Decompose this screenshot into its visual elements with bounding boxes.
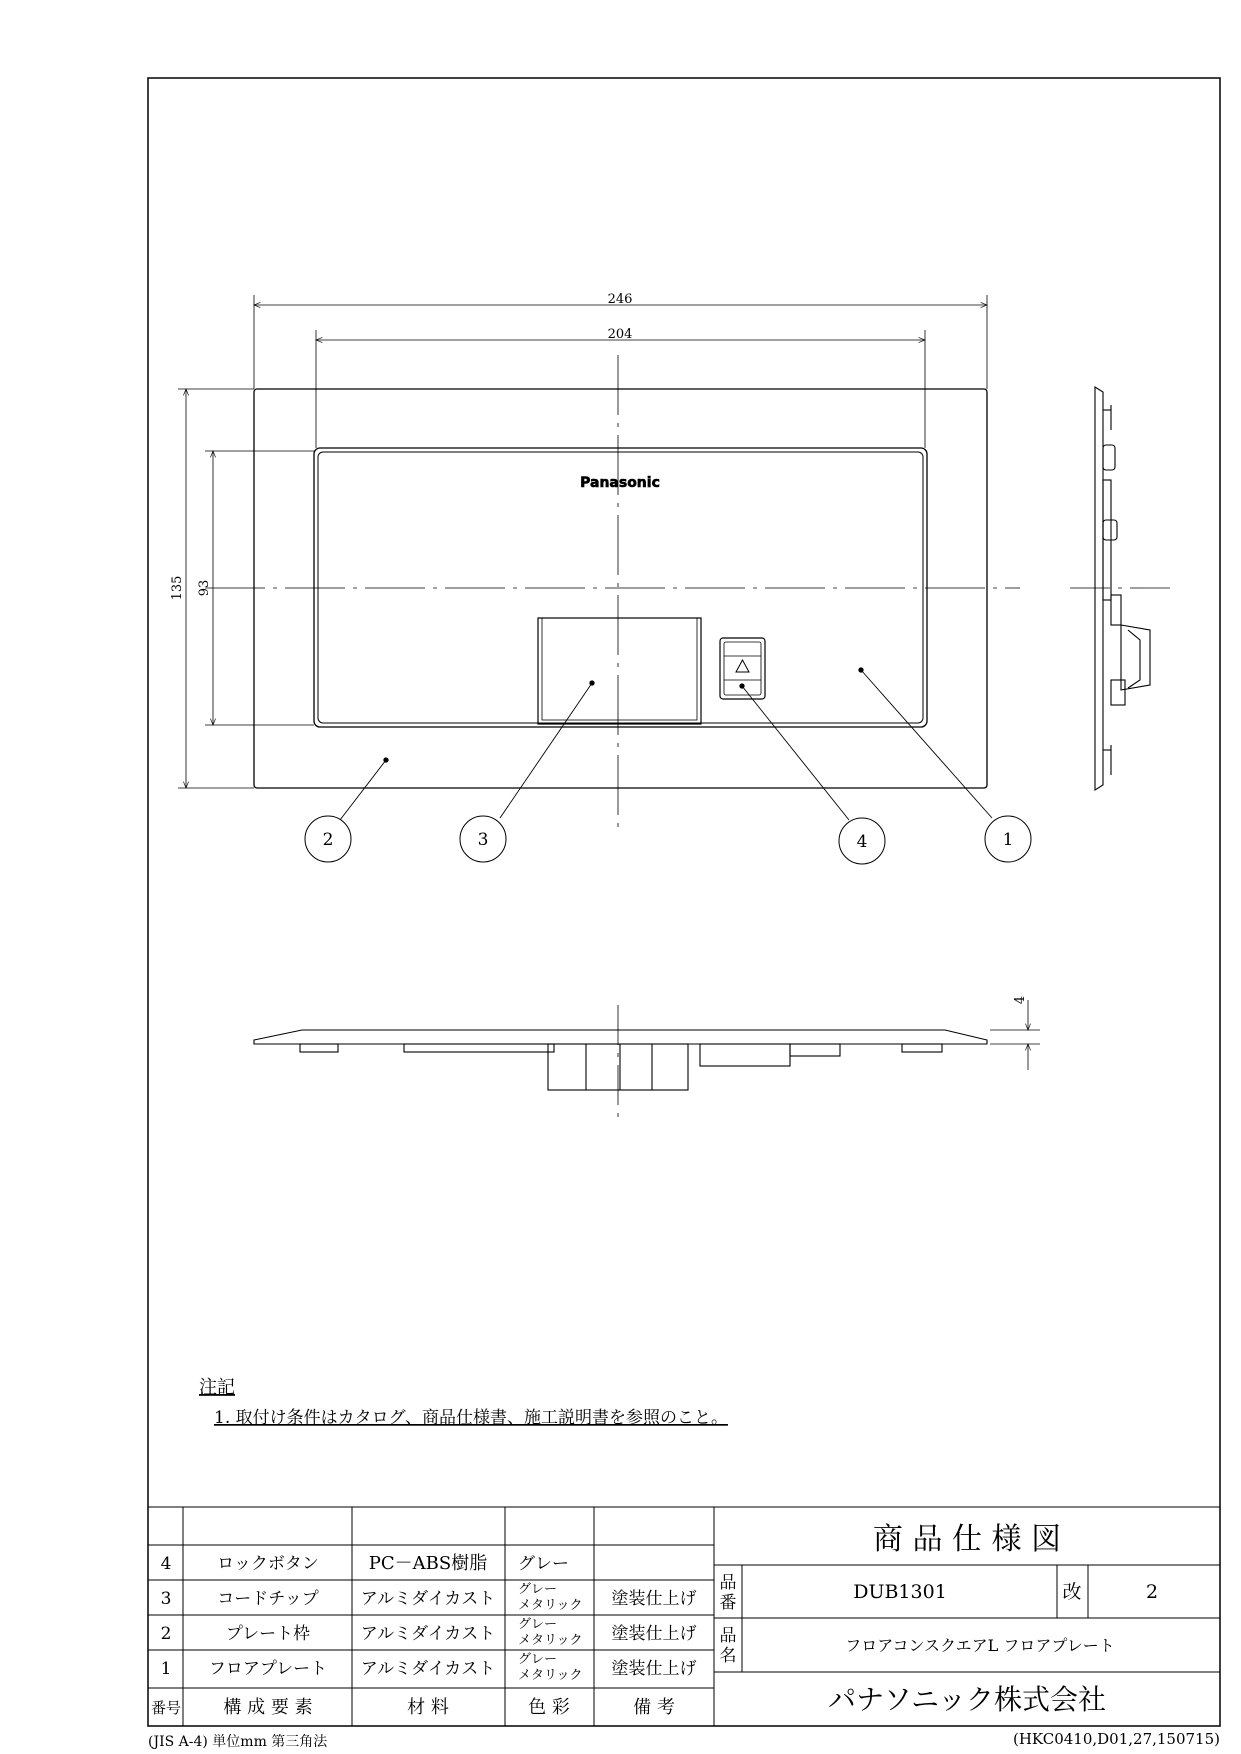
dimension-label-246: 246: [607, 292, 633, 307]
part-number-label-2: 番: [719, 1593, 737, 1613]
parts-row-4-color: グレー: [518, 1554, 569, 1574]
bottom-view: [254, 1005, 987, 1125]
dimension-label-135: 135: [170, 575, 185, 601]
balloon-label-4: 4: [856, 832, 868, 852]
parts-row-3-color-line2: メタリック: [518, 1598, 583, 1613]
balloon-leaders: [340, 668, 992, 820]
parts-header-remarks: 備 考: [633, 1697, 675, 1718]
dimension-thickness: [990, 1000, 1040, 1070]
balloon-label-2: 2: [322, 830, 334, 850]
dimension-overall-height: [178, 389, 254, 788]
product-name-label-2: 名: [719, 1646, 737, 1666]
front-view: [205, 355, 1020, 830]
product-name-value: フロアコンスクエアL フロアプレート: [845, 1636, 1115, 1655]
parts-row-2-material: アルミダイカスト: [360, 1624, 496, 1644]
sheet-border: [148, 78, 1220, 1726]
balloon-label-3: 3: [477, 830, 489, 850]
revision-label: 改: [1062, 1581, 1082, 1603]
panasonic-logo: Panasonic: [580, 475, 660, 491]
parts-header-color: 色 彩: [528, 1697, 570, 1718]
parts-row-4-no: 4: [160, 1554, 172, 1574]
cord-chip-outline: [538, 618, 701, 724]
parts-row-4-component: ロックボタン: [217, 1554, 319, 1574]
parts-header-no: 番号: [150, 1699, 182, 1717]
parts-row-1-component: フロアプレート: [208, 1659, 328, 1679]
parts-row-1-color-line1: グレー: [518, 1652, 558, 1667]
footer-doc-code: (HKC0410,D01,27,150715): [1012, 1730, 1220, 1748]
dimension-label-93: 93: [197, 579, 212, 597]
company-name: パナソニック株式会社: [827, 1683, 1107, 1716]
parts-row-3-no: 3: [160, 1589, 172, 1609]
notes-heading: 注記: [199, 1377, 235, 1398]
parts-row-1-color-line2: メタリック: [518, 1668, 583, 1683]
dimension-overall-width: [254, 295, 987, 389]
lock-button-outline: [720, 638, 765, 699]
parts-row-3-component: コードチップ: [217, 1589, 319, 1609]
parts-row-4-material: PC－ABS樹脂: [368, 1553, 488, 1574]
parts-header-component: 構 成 要 素: [223, 1697, 313, 1718]
parts-row-1-material: アルミダイカスト: [360, 1659, 496, 1679]
plate-frame-outline: [254, 389, 987, 788]
parts-row-1-remarks: 塗装仕上げ: [611, 1659, 697, 1679]
parts-row-1-no: 1: [160, 1659, 172, 1679]
parts-row-3-material: アルミダイカスト: [360, 1589, 496, 1609]
balloon-label-1: 1: [1002, 830, 1014, 850]
footer-scale-note: (JIS A-4) 単位mm 第三角法: [148, 1734, 328, 1750]
side-view: [1070, 387, 1175, 790]
parts-row-2-color-line1: グレー: [518, 1617, 558, 1632]
parts-row-3-color-line1: グレー: [518, 1582, 558, 1597]
part-number-label-1: 品: [719, 1573, 737, 1593]
parts-table-grid: [148, 1507, 714, 1726]
note-item-1: 1. 取付け条件はカタログ、商品仕様書、施工説明書を参照のこと。: [214, 1408, 728, 1428]
title-block-title: 商 品 仕 様 図: [872, 1522, 1062, 1557]
parts-row-2-component: プレート枠: [225, 1624, 311, 1644]
parts-row-2-color-line2: メタリック: [518, 1633, 583, 1648]
parts-row-3-remarks: 塗装仕上げ: [611, 1589, 697, 1609]
parts-row-2-no: 2: [160, 1624, 172, 1644]
dimension-label-204: 204: [607, 327, 633, 342]
product-name-label-1: 品: [719, 1626, 737, 1646]
revision-value: 2: [1145, 1581, 1159, 1603]
part-number-value: DUB1301: [853, 1581, 947, 1603]
lock-button-arrow-icon: [736, 660, 749, 672]
parts-row-2-remarks: 塗装仕上げ: [611, 1624, 697, 1644]
parts-header-material: 材 料: [407, 1697, 449, 1718]
dimension-label-4: 4: [1013, 995, 1028, 1005]
